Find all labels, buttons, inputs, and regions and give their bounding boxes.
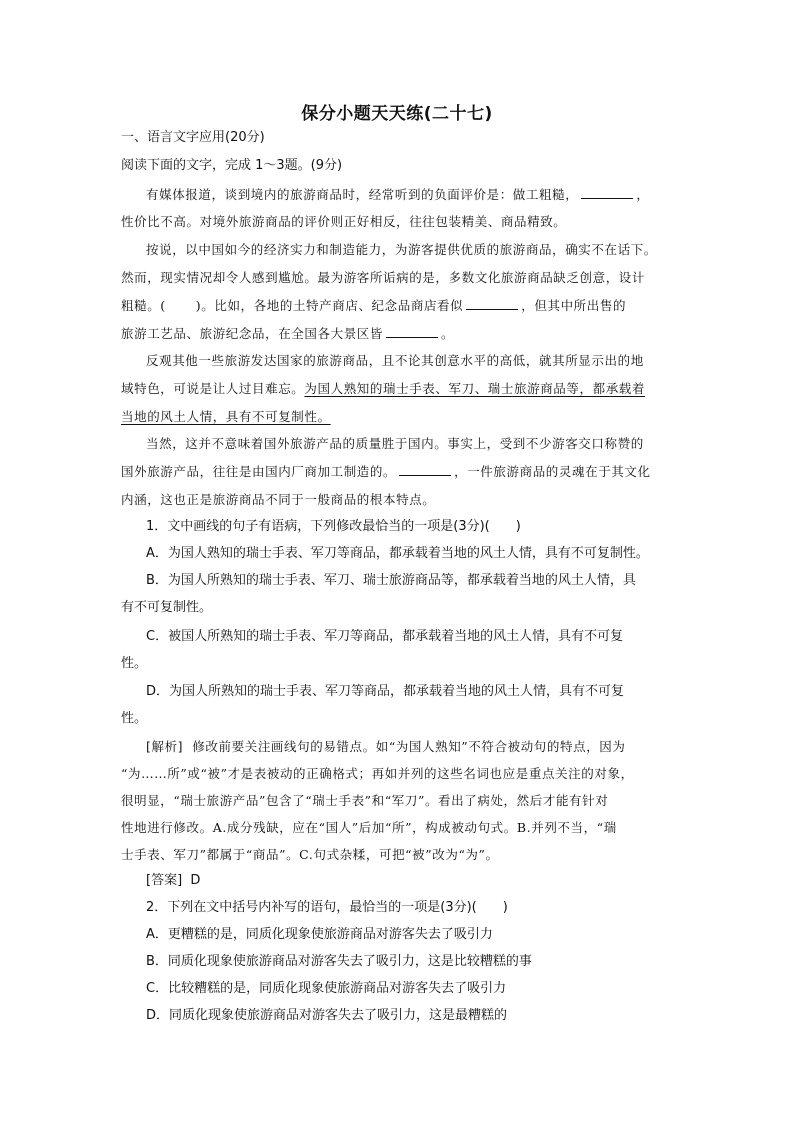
q1-option-b: B．为国人所熟知的瑞士手表、军刀、瑞士旅游商品等，都承载着当地的风土人情，具 [146,573,636,588]
passage-line: 按说，以中国如今的经济实力和制造能力，为游客提供优质的旅游商品，确实不在话下。 [146,242,657,257]
answer-label: [答案] [146,873,183,888]
answer-line [146,871,677,891]
fill-blank [466,297,518,310]
underlined-sentence: 当地的风土人情，具有不可复制性。 [121,409,331,424]
q2-option-c: C．比较糟糕的是，同质化现象使旅游商品对游客失去了吸引力 [146,981,507,996]
section-heading: 一、语言文字应用(20分) [121,130,265,145]
analysis-line: 性地进行修改。A.成分残缺，应在“国人”后加“所”，构成被动句式。B.并列不当，“瑞 [121,820,617,835]
q2-option-d: D．同质化现象使旅游商品对游客失去了吸引力，这是最糟糕的 [146,1008,508,1023]
q2-option-b: B．同质化现象使旅游商品对游客失去了吸引力，这是比较糟糕的事 [146,954,532,969]
reading-intro: 阅读下面的文字，完成 1～3题。(9分) [121,158,343,173]
fill-blank [386,325,438,338]
q1-option-c: C．被国人所熟知的瑞士手表、军刀等商品，都承载着当地的风土人情，具有不可复 [146,629,624,644]
passage-line: 粗糙。( )。比如，各地的土特产商店、纪念品商店看似 ，但其中所出售的 [121,298,627,313]
page-title: 保分小题天天练(二十七) [301,104,493,124]
question-2-stem: 2．下列在文中括号内补写的语句，最恰当的一项是(3分)( ) [146,900,508,915]
passage-line [121,407,677,427]
passage-line: 域特色，可说是让人过目难忘。为国人熟知的瑞士手表、军刀、瑞士旅游商品等，都承载着 [121,381,646,396]
passage-line: 然而，现实情况却令人感到尴尬。最为游客所诟病的是，多数文化旅游商品缺乏创意，设计 [121,270,646,285]
q1-option-a: A．为国人熟知的瑞士手表、军刀等商品，都承载着当地的风土人情，具有不可复制性。 [146,546,649,561]
q1-option-c-cont: 性。 [121,656,148,671]
passage-line: 国外旅游产品，往往是由国内厂商加工制造的。 ，一件旅游商品的灵魂在于其文化 [121,464,651,479]
fill-blank [399,463,451,476]
analysis-line: 士手表、军刀”都属于“商品”。C.句式杂糅，可把“被”改为“为”。 [121,847,499,862]
q1-option-d: D．为国人所熟知的瑞士手表、军刀等商品，都承载着当地的风土人情，具有不可复 [146,684,625,699]
passage-line: 有媒体报道，谈到境内的旅游商品时，经常听到的负面评价是：做工粗糙， ， [146,187,650,202]
analysis-label: [解析] [146,739,184,754]
passage-line: 旅游工艺品、旅游纪念品，在全国各大景区皆 。 [121,326,455,341]
question-1-stem: 1．文中画线的句子有语病，下列修改最恰当的一项是(3分)( ) [146,519,521,534]
analysis-line: [解析] 修改前要关注画线句的易错点。如“为国人熟知”不符合被动句的特点，因为 [146,739,626,754]
q1-option-b-cont: 有不可复制性。 [121,600,213,615]
answer-value: D [190,873,201,888]
passage-line: 反观其他一些旅游发达国家的旅游商品，且不论其创意水平的高低，就其所显示出的地 [146,353,644,368]
q1-option-d-cont: 性。 [121,711,148,726]
fill-blank [581,186,633,199]
passage-line: 内涵，这也正是旅游商品不同于一般商品的根本特点。 [121,492,436,507]
passage-line: 性价比不高。对境外旅游商品的评价则正好相反，往往包装精美、商品精致。 [121,214,567,229]
q2-option-a: A．更糟糕的是，同质化现象使旅游商品对游客失去了吸引力 [146,927,493,942]
analysis-line: 很明显，“瑞士旅游产品”包含了“瑞士手表”和“军刀”。看出了病处，然后才能有针对 [121,793,609,808]
analysis-line: “为……所”或“被”才是表被动的正确格式；再如并列的这些名词也应是重点关注的对象， [121,766,634,781]
passage-line: 当然，这并不意味着国外旅游产品的质量胜于国内。事实上，受到不少游客交口称赞的 [146,436,644,451]
underlined-sentence: 为国人熟知的瑞士手表、军刀、瑞士旅游商品等，都承载着 [304,381,646,396]
